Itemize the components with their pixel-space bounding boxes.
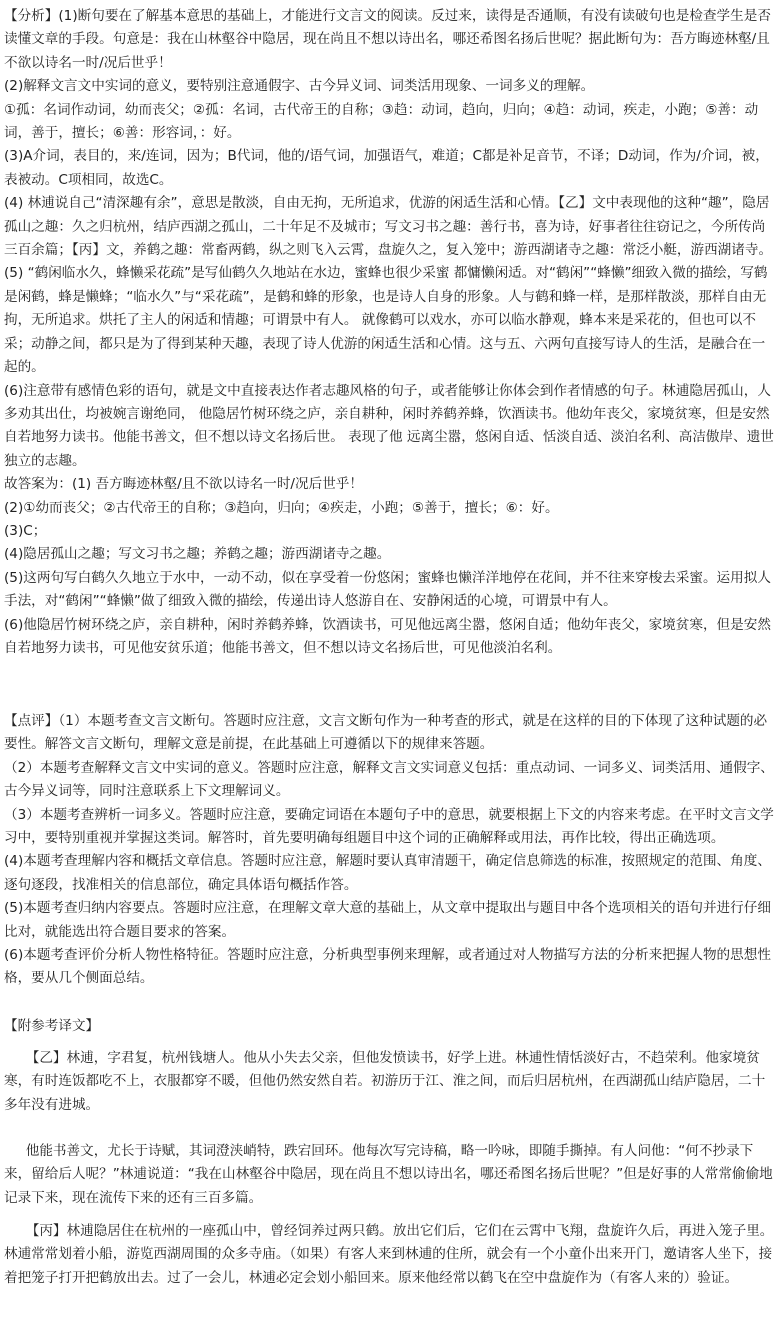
analysis-line: ①孤：名词作动词，幼而丧父；②孤：名词，古代帝王的自称；③趋：动词，趋向，归向；④趋：动词，疾走，小跑；⑤善：动词，善于，擅长；⑥善：形容词，：好。: [4, 101, 759, 142]
answer-line: (6)他隐居竹树环绕之庐，亲自耕种，闲时养鹤养蜂，饮酒读书，可见他远离尘嚣，悠闲自适；他幼年丧父，家境贫寒，但是安然自若地努力读书，可见他安贫乐道；他能书善文，但不想以诗文名扬后世，可见他淡泊名利。: [4, 616, 771, 656]
analysis-section: [4, 5, 776, 660]
analysis-line: (3)A介词，表目的，来/连词，因为；B代词，他的/语气词，加强语气，难道；C都是补足音节，不译；D动词，作为/介词，被，表被动。C项相同，故选C。: [4, 148, 769, 188]
translation-section: [4, 1015, 776, 1038]
translation-paragraph: 【丙】林逋隐居住在杭州的一座孤山中，曾经饲养过两只鹤。放出它们后，它们在云霄中飞翔，盘旋许久后，再进入笼子里。林逋常常划着小船，游览西湖周围的众多寺庙。（如果）有客人来到林逋的住所，就会有一个小童仆出来开门，邀请客人坐下，接着把笼子打开把鹤放出去。过了一会儿，林逋必定会划小船回来。原来他经常以鹤飞在空中盘旋作为（有客人来的）验证。: [4, 1223, 774, 1286]
analysis-line: (4) 林逋说自己“清深趣有余”，意思是散淡，自由无拘，无所追求，优游的闲适生活和心情。【乙】文中表现他的这种“趣”，隐居孤山之趣：久之归杭州，结庐西湖之孤山，二十年足不及城市；写文习书之趣：善行书，喜为诗，好事者往往窃记之，今所传尚三百余篇；【丙】文，养鹤之趣：常畜两鹤，纵之则飞入云霄，盘旋久之，复入笼中；游西湖诸寺之趣：常泛小艇，游西湖诸寺。: [4, 195, 773, 259]
analysis-line: (6)注意带有感情色彩的语句，就是文中直接表达作者志趣风格的句子，或者能够让你体会到作者情感的句子。林逋隐居孤山，人多劝其出仕，均被婉言谢绝同， 他隐居竹树环绕之庐，亲自耕种，闲时养鹤养蜂，饮酒读书。他幼年丧父，家境贫寒，但是安然自若地努力读书。他能书善文，但不想以诗文名扬后世。 表现了他 远离尘嚣，悠闲自适、恬淡自适、淡泊名利、高洁傲岸、遗世独立的志趣。: [4, 382, 774, 469]
analysis-line: (5) “鹤闲临水久，蜂懒采花疏”是写仙鹤久久地站在水边，蜜蜂也很少采蜜 都慵懒闲适。对“鹤闲”“蜂懒”细致入微的描绘，写鹤是闲鹤，蜂是懒蜂；“临水久”与“采花疏”，是鹤和蜂的形象，也是诗人自身的形象。人与鹤和蜂一样，是那样散淡，那样自由无拘，无所追求。烘托了主人的闲适和情趣；可谓景中有人。 就像鹤可以戏水，亦可以临水静观，蜂本来是采花的，但也可以不采；动静之间，都只是为了得到某种天趣，表现了诗人优游的闲适生活和心情。这与五、六两句直接写诗人的生活，是融合在一起的。: [4, 265, 768, 376]
analysis-line: 【分析】(1)断句要在了解基本意思的基础上，才能进行文言文的阅读。反过来，读得是否通顺，有没有读破句也是检查学生是否读懂文章的手段。句意是：我在山林壑谷中隐居，现在尚且不想以诗出名，哪还希图名扬后世呢？据此断句为：吾方晦迹林壑/且不欲以诗名一时/况后世乎！: [4, 8, 771, 71]
answer-line: (4)隐居孤山之趣；写文习书之趣；养鹤之趣；游西湖诸寺之趣。: [4, 546, 391, 563]
comment-line: (4)本题考查理解内容和概括文章信息。答题时应注意，解题时要认真审清题干，确定信息筛选的标准，按照规定的范围、角度、逐句逐段，找准相关的信息部位，确定具体语句概括作答。: [4, 853, 771, 893]
comment-line: 【点评】（1）本题考查文言文断句。答题时应注意，文言文断句作为一种考查的形式，就是在这样的目的下体现了这种试题的必要性。解答文言文断句，理解文意是前提，在此基础上可遵循以下的规律来答题。: [4, 713, 768, 753]
analysis-line: (2)解释文言文中实词的意义，要特别注意通假字、古今异义词、词类活用现象、一词多义的理解。: [4, 78, 595, 95]
comment-line: （2）本题考查解释文言文中实词的意义。答题时应注意，解释文言文实词意义包括：重点动词、一词多义、词类活用、通假字、古今异义词等，同时注意联系上下文理解词义。: [4, 759, 774, 800]
comment-line: (6)本题考查评价分析人物性格特征。答题时应注意，分析典型事例来理解，或者通过对人物描写方法的分析来把握人物的思想性格，要从几个侧面总结。: [4, 947, 771, 987]
translation-paragraph: 他能书善文，尤长于诗赋，其词澄浃峭特，跌宕回环。他每次写完诗稿，略一吟咏，即随手撕掉。有人问他：“何不抄录下来，留给后人呢？”林逋说道：“我在山林壑谷中隐居，现在尚且不想以诗出名，哪还希图名扬后世呢？”但是好事的人常常偷偷地记录下来，现在流传下来的还有三百多篇。: [4, 1143, 773, 1206]
comment-section: [4, 710, 776, 991]
comment-line: (5)本题考查归纳内容要点。答题时应注意，在理解文章大意的基础上，从文章中提取出与题目中各个选项相关的语句并进行仔细比对，就能选出符合题目要求的答案。: [4, 900, 771, 940]
answer-line: (2)①幼而丧父；②古代帝王的自称；③趋向，归向；④疾走，小跑；⑤善于，擅长；⑥：好。: [4, 499, 559, 516]
translation-paragraph: 【乙】林逋，字君复，杭州钱塘人。他从小失去父亲，但他发愤读书，好学上进。林逋性情恬淡好古，不趋荣利。他家境贫寒，有时连饭都吃不上，衣服都穿不暖，但他仍然安然自若。初游历于江、淮之间，而后归居杭州，在西湖孤山结庐隐居，二十多年没有进城。: [4, 1050, 766, 1113]
answer-line: (3)C；: [4, 522, 47, 539]
translation-heading: 【附参考译文】: [4, 1018, 100, 1034]
answer-line: 故答案为：(1) 吾方晦迹林壑/且不欲以诗名一时/况后世乎！: [4, 476, 363, 493]
answer-line: (5)这两句写白鹤久久地立于水中，一动不动，似在享受着一份悠闲；蜜蜂也懒洋洋地停在花间，并不往来穿梭去采蜜。运用拟人手法，对“鹤闲”“蜂懒”做了细致入微的描绘，传递出诗人悠游自在、安静闲适的心境，可谓景中有人。: [4, 569, 771, 610]
comment-line: （3）本题考查辨析一词多义。答题时应注意，要确定词语在本题句子中的意思，就要根据上下文的内容来考虑。在平时文言文学习中，要特别重视并掌握这类词。解答时，首先要明确每组题目中这个词的正确解释或用法，再作比较，得出正确选项。: [4, 806, 774, 847]
